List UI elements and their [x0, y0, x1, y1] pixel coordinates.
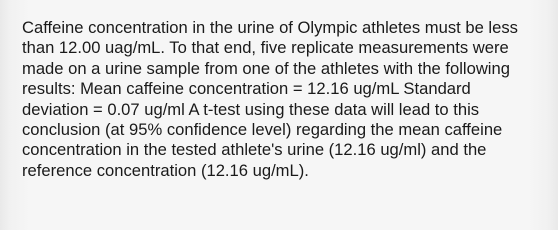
- question-text: Caffeine concentration in the urine of Olympic athletes must be less than 12.00 uag/mL. To that end, five replicate measurements were made on a urine sample from one of the athletes with the following results: Mean caffeine concentration = 12.16 ug/mL Standard deviation = 0.07 ug/ml A t-test using these data will lead to this conclusion (at 95% confidence level) regarding the mean caffeine concentration in the tested athlete's urine (12.16 ug/ml) and the reference concentration (12.16 ug/mL).: [22, 18, 518, 180]
